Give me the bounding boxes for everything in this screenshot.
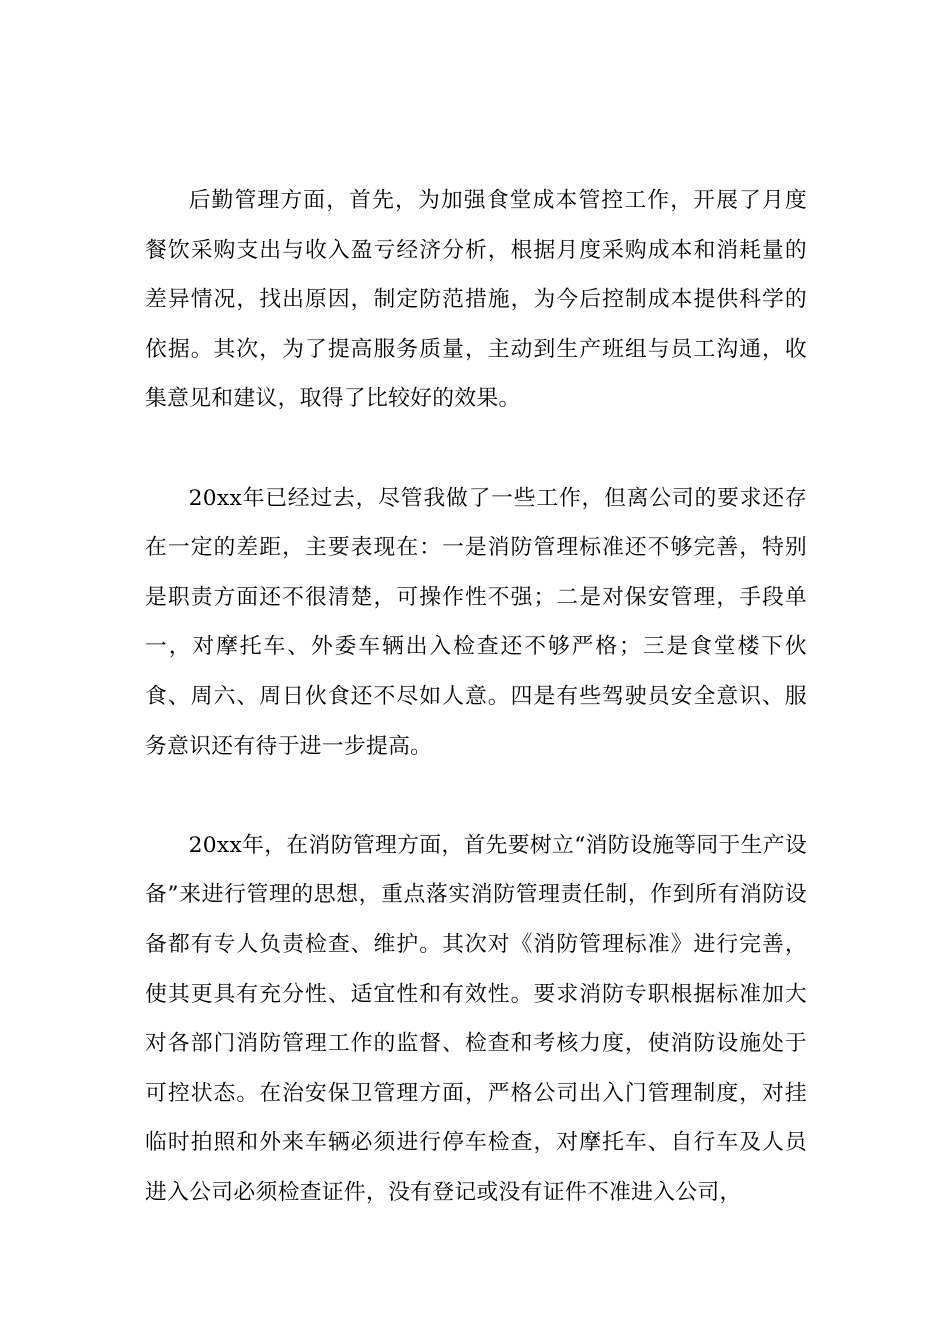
document-body [145, 176, 807, 1217]
paragraph-plans: 20xx年，在消防管理方面，首先要树立“消防设施等同于生产设备”来进行管理的思想，重点落实消防管理责任制，作到所有消防设备都有专人负责检查、维护。其次对《消防管理标准》进行完善，使其更具有充分性、适宜性和有效性。要求消防专职根据标准加大对各部门消防管理工作的监督、检查和考核力度，使消防设施处于可控状态。在治安保卫管理方面，严格公司出入门管理制度，对挂临时拍照和外来车辆必须进行停车检查，对摩托车、自行车及人员进入公司必须检查证件，没有登记或没有证件不准进入公司， [145, 832, 807, 1205]
paragraph-shortcomings: 20xx年已经过去，尽管我做了一些工作，但离公司的要求还存在一定的差距，主要表现在：一是消防管理标准还不够完善，特别是职责方面还不很清楚，可操作性不强；二是对保安管理，手段单一，对摩托车、外委车辆出入检查还不够严格；三是食堂楼下伙食、周六、周日伙食还不尽如人意。四是有些驾驶员安全意识、服务意识还有待于进一步提高。 [145, 485, 807, 759]
paragraph-logistics: 后勤管理方面，首先，为加强食堂成本管控工作，开展了月度餐饮采购支出与收入盈亏经济分析，根据月度采购成本和消耗量的差异情况，找出原因，制定防范措施，为今后控制成本提供科学的依据。其次，为了提高服务质量，主动到生产班组与员工沟通，收集意见和建议，取得了比较好的效果。 [145, 188, 807, 412]
